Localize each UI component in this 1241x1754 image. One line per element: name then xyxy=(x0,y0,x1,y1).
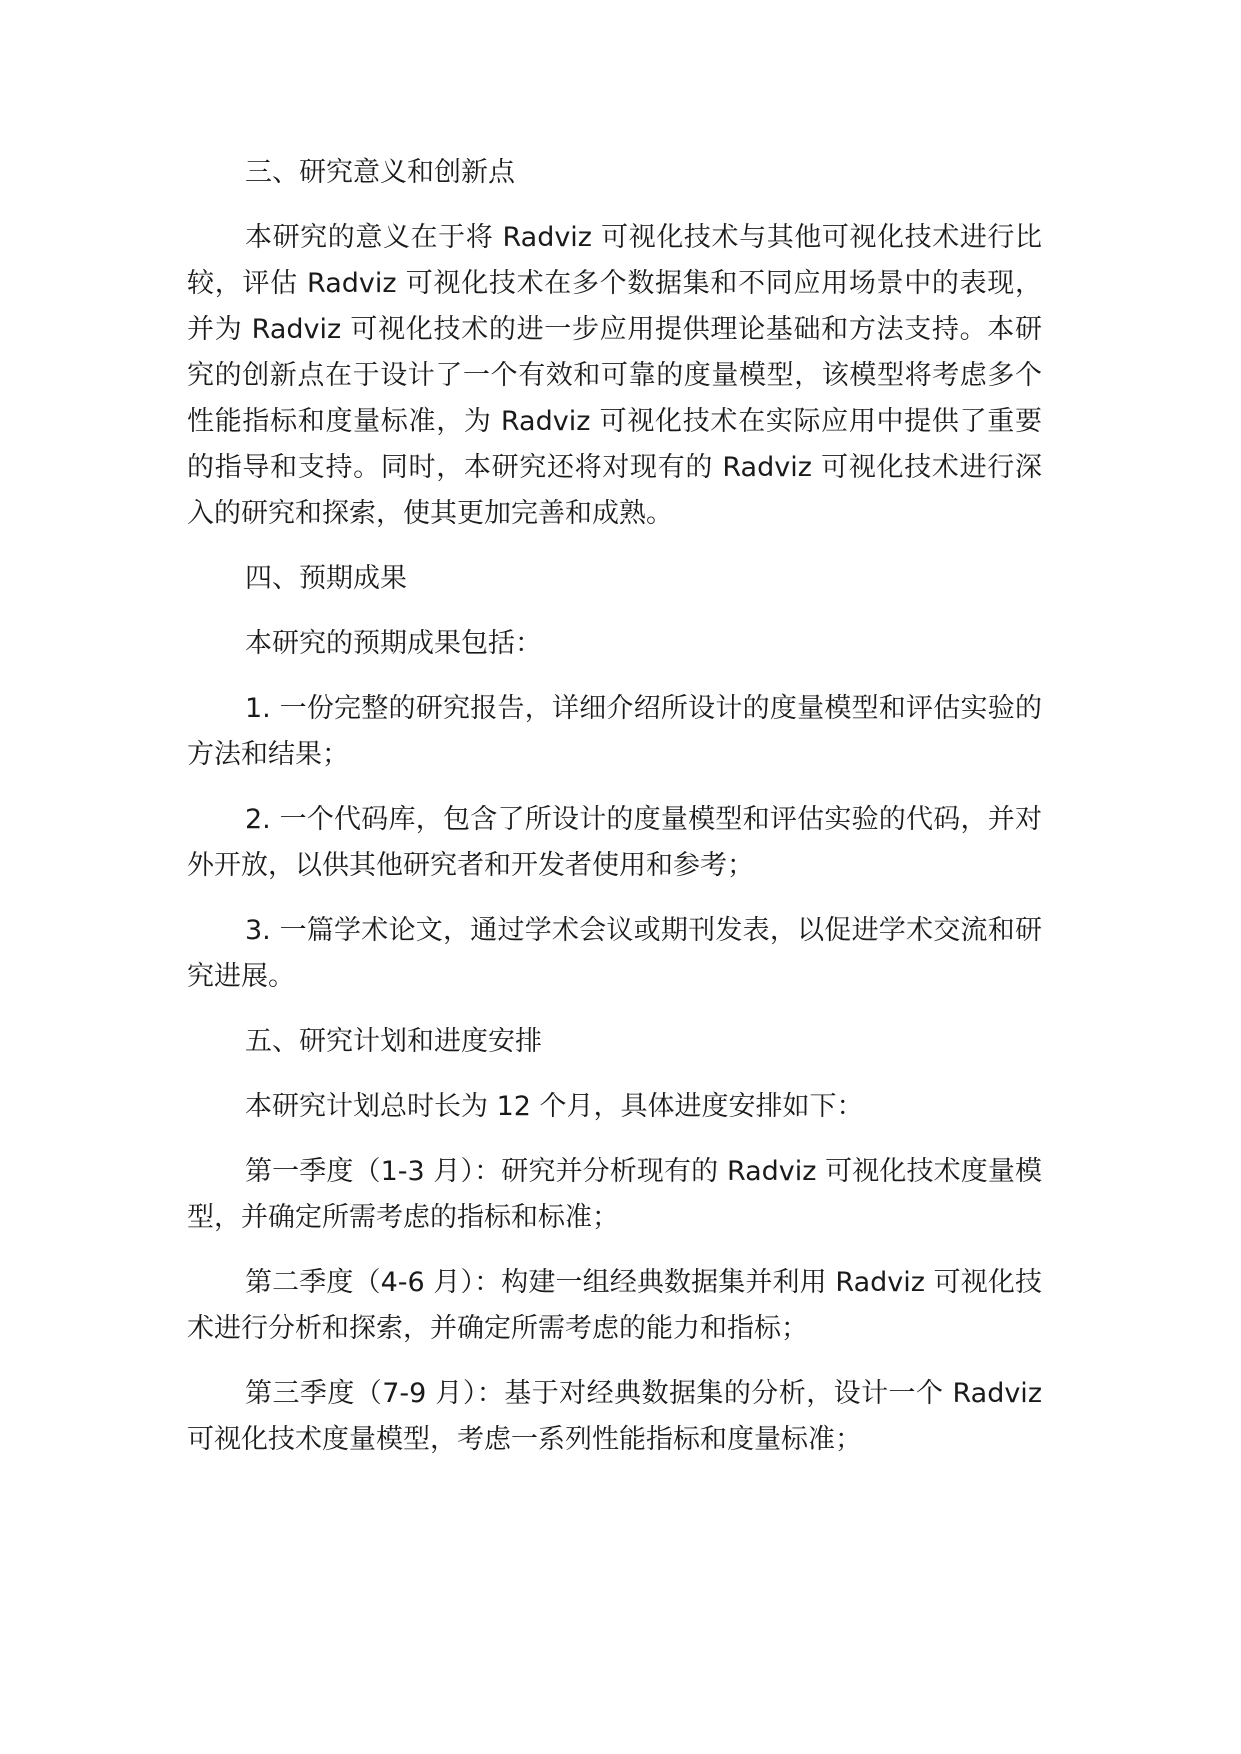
section-4-item-3: 3. 一篇学术论文，通过学术会议或期刊发表，以促进学术交流和研究进展。 xyxy=(187,915,1042,992)
section-4-heading: 四、预期成果 xyxy=(245,563,407,594)
section-5-intro: 本研究计划总时长为 12 个月，具体进度安排如下： xyxy=(245,1091,864,1122)
section-5-q1: 第一季度（1-3 月）：研究并分析现有的 Radviz 可视化技术度量模型，并确定所需考虑的指标和标准； xyxy=(187,1156,1042,1233)
section-3-heading: 三、研究意义和创新点 xyxy=(245,157,515,188)
section-5-q2: 第二季度（4-6 月）：构建一组经典数据集并利用 Radviz 可视化技术进行分析和探索，并确定所需考虑的能力和指标； xyxy=(187,1267,1042,1344)
section-4-item-2: 2. 一个代码库，包含了所设计的度量模型和评估实验的代码，并对外开放，以供其他研究者和开发者使用和参考； xyxy=(187,804,1042,881)
section-4-intro: 本研究的预期成果包括： xyxy=(245,628,542,659)
section-5-q3: 第三季度（7-9 月）：基于对经典数据集的分析，设计一个 Radviz 可视化技术度量模型，考虑一系列性能指标和度量标准； xyxy=(187,1378,1042,1455)
document-page xyxy=(187,150,1042,1463)
section-3-body: 本研究的意义在于将 Radviz 可视化技术与其他可视化技术进行比较，评估 Radviz 可视化技术在多个数据集和不同应用场景中的表现，并为 Radviz 可视化技术的进一步应用提供理论基础和方法支持。本研究的创新点在于设计了一个有效和可靠的度量模型，该模型将考虑多个性能指标和度量标准，为 Radviz 可视化技术在实际应用中提供了重要的指导和支持。同时，本研究还将对现有的 Radviz 可视化技术进行深入的研究和探索，使其更加完善和成熟。 xyxy=(187,222,1042,529)
section-5-heading: 五、研究计划和进度安排 xyxy=(245,1026,542,1057)
section-4-item-1: 1. 一份完整的研究报告，详细介绍所设计的度量模型和评估实验的方法和结果； xyxy=(187,693,1042,770)
